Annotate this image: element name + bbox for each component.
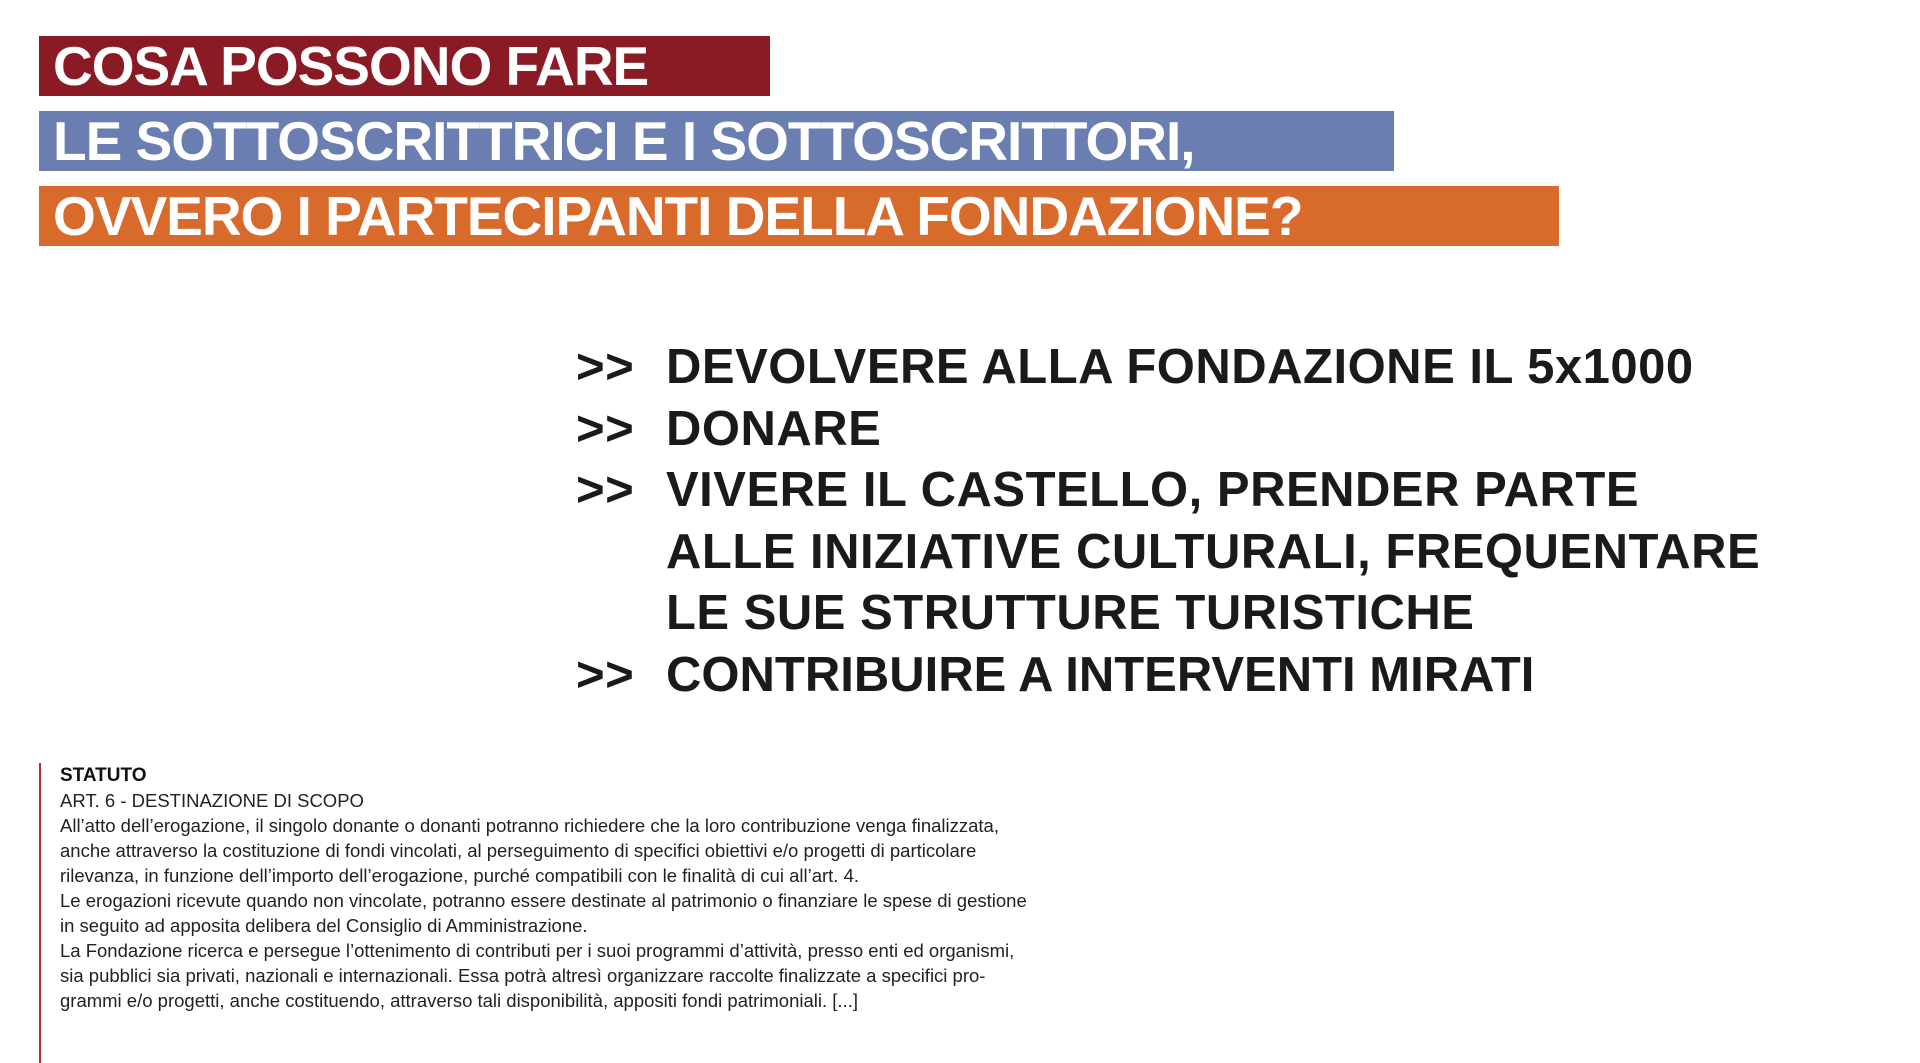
action-item-line: CONTRIBUIRE A INTERVENTI MIRATI [666,647,1535,702]
statute-excerpt [39,763,1129,1063]
bullet-marker: >> [576,463,635,517]
statute-body-line: Le erogazioni ricevute quando non vincolate, potranno essere destinate al patrimonio o finanziare le spese di gestione [60,890,1027,911]
statute-body [60,813,1129,1013]
action-list [576,337,1876,706]
action-item-interventi [576,645,1876,707]
statute-body-line: All’atto dell’erogazione, il singolo donante o donanti potranno richiedere che la loro contribuzione venga finalizzata, [60,815,999,836]
action-item-text [666,460,1876,645]
title-band-3 [39,186,1559,246]
title-line-2: LE SOTTOSCRITTRICI E I SOTTOSCRITTORI, [53,110,1195,172]
statute-body-line: sia pubblici sia privati, nazionali e internazionali. Essa potrà altresì organizzare raccolte finalizzate a specifici pro- [60,965,986,986]
statute-body-line: in seguito ad apposita delibera del Consiglio di Amministrazione. [60,915,588,936]
action-item-text [666,645,1876,707]
statute-title: STATUTO [60,765,147,786]
action-item-text [666,399,1876,461]
action-item-line: ALLE INIZIATIVE CULTURALI, FREQUENTARE [666,524,1761,579]
statute-body-line: rilevanza, in funzione dell’importo dell’erogazione, purché compatibili con le finalità di cui all’art. 4. [60,865,860,886]
bullet-marker: >> [576,401,635,456]
title-line-1: COSA POSSONO FARE [53,35,649,97]
title-band-1 [39,36,770,96]
action-item-line: DONARE [666,401,882,456]
statute-body-line: grammi e/o progetti, anche costituendo, attraverso tali disponibilità, appositi fondi patrimoniali. [...] [60,990,858,1011]
action-item-line: LE SUE STRUTTURE TURISTICHE [666,586,1475,640]
action-item-donare [576,399,1876,461]
statute-body-line: La Fondazione ricerca e persegue l’ottenimento di contributi per i suoi programmi d’attività, presso enti ed organismi, [60,940,1015,961]
statute-body-line: anche attraverso la costituzione di fondi vincolati, al perseguimento di specifici obiettivi e/o progetti di particolare [60,840,977,861]
action-item-5x1000 [576,337,1876,399]
bullet-marker: >> [576,647,635,702]
statute-article-heading: ART. 6 - DESTINAZIONE DI SCOPO [60,790,364,811]
bullet-marker: >> [576,340,635,394]
title-line-3: OVVERO I PARTECIPANTI DELLA FONDAZIONE? [53,185,1303,247]
title-band-2 [39,111,1394,171]
action-item-castello [576,460,1876,645]
action-item-line: DEVOLVERE ALLA FONDAZIONE IL 5x1000 [666,340,1694,394]
action-item-text [666,337,1876,399]
action-item-line: VIVERE IL CASTELLO, PRENDER PARTE [666,463,1640,517]
